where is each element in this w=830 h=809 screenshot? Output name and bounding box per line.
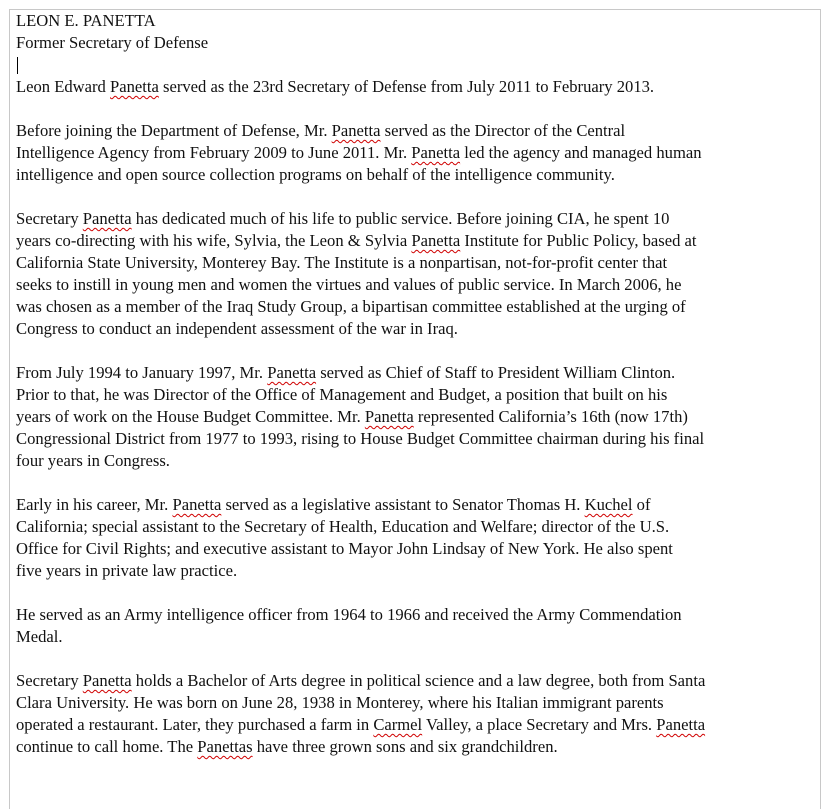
spellcheck-word: Carmel [373,715,423,734]
spellcheck-word: Panetta [656,715,706,734]
text-run: Valley, a place Secretary and Mrs. [422,715,657,734]
text-run: seeks to instill in young men and women the virtues and values of public service. In March 2006, he [16,275,682,294]
spellcheck-word: Panettas [197,737,253,756]
text-run: served as the 23rd Secretary of Defense from July 2011 to February 2013. [158,77,655,96]
text-run: Institute for Public Policy, based at [460,231,697,250]
text-run: California State University, Monterey Bay. The Institute is a nonpartisan, not-for-profit center that [16,253,668,272]
paragraph [16,670,826,758]
text-run: Congress to conduct an independent assessment of the war in Iraq. [16,319,458,338]
spellcheck-word: Kuchel [584,495,633,514]
text-run: served as the Director of the Central [380,121,626,140]
text-line [16,362,826,384]
text-run: holds a Bachelor of Arts degree in political science and a law degree, both from Santa [131,671,706,690]
cursor-line[interactable] [16,54,826,76]
text-run: years of work on the House Budget Committee. Mr. [16,407,365,426]
text-line [16,274,826,296]
text-cursor [17,57,18,74]
text-line [16,230,826,252]
text-run: served as a legislative assistant to Senator Thomas H. [221,495,585,514]
text-run: Medal. [16,627,63,646]
text-line [16,714,826,736]
text-run: represented California’s 16th (now 17th) [413,407,688,426]
text-line [16,252,826,274]
text-run: served as Chief of Staff to President William Clinton. [316,363,676,382]
text-line [16,208,826,230]
text-line [16,428,826,450]
text-run: was chosen as a member of the Iraq Study Group, a bipartisan committee established at the urging of [16,297,686,316]
spellcheck-word: Panetta [411,231,461,250]
document-header [16,10,826,76]
text-line [16,692,826,714]
text-run: have three grown sons and six grandchildren. [252,737,558,756]
text-run: Clara University. He was born on June 28, 1938 in Monterey, where his Italian immigrant parents [16,693,664,712]
text-run: of [632,495,651,514]
text-run: five years in private law practice. [16,561,238,580]
paragraph [16,76,826,98]
text-line [16,120,826,142]
author-title: Former Secretary of Defense [16,33,209,52]
text-run: Office for Civil Rights; and executive assistant to Mayor John Lindsay of New York. He also spent [16,539,673,558]
spellcheck-word: Panetta [82,671,132,690]
paragraph [16,208,826,340]
paragraph [16,604,826,648]
text-run: years co-directing with his wife, Sylvia, the Leon & Sylvia [16,231,412,250]
text-line [16,538,826,560]
spellcheck-word: Panetta [82,209,132,228]
text-run: led the agency and managed human [460,143,702,162]
text-line [16,560,826,582]
text-line [16,626,826,648]
text-line [16,736,826,758]
spellcheck-word: Panetta [267,363,317,382]
text-run: He served as an Army intelligence officer from 1964 to 1966 and received the Army Commendation [16,605,682,624]
paragraph [16,120,826,186]
text-run: Prior to that, he was Director of the Office of Management and Budget, a position that built on his [16,385,668,404]
spellcheck-word: Panetta [172,495,222,514]
text-run: has dedicated much of his life to public service. Before joining CIA, he spent 10 [131,209,670,228]
author-name: LEON E. PANETTA [16,11,156,30]
paragraph [16,362,826,472]
text-line [16,406,826,428]
text-line [16,296,826,318]
text-line [16,450,826,472]
text-line [16,384,826,406]
paragraph [16,494,826,582]
text-run: operated a restaurant. Later, they purchased a farm in [16,715,374,734]
text-run: Intelligence Agency from February 2009 to June 2011. Mr. [16,143,412,162]
text-run: Secretary [16,671,83,690]
text-run: four years in Congress. [16,451,170,470]
text-line [16,76,826,98]
text-run: Secretary [16,209,83,228]
text-run: California; special assistant to the Secretary of Health, Education and Welfare; director of the U.S. [16,517,670,536]
spellcheck-word: Panetta [364,407,414,426]
text-run: Early in his career, Mr. [16,495,173,514]
spellcheck-word: Panetta [411,143,461,162]
paragraphs [16,76,826,758]
text-run: From July 1994 to January 1997, Mr. [16,363,268,382]
text-line [16,164,826,186]
text-run: Before joining the Department of Defense, Mr. [16,121,332,140]
text-run: Congressional District from 1977 to 1993, rising to House Budget Committee chairman during his final [16,429,705,448]
document-body[interactable] [16,10,826,780]
text-run: continue to call home. The [16,737,198,756]
spellcheck-word: Panetta [331,121,381,140]
text-line [16,516,826,538]
text-line [16,142,826,164]
text-run: intelligence and open source collection programs on behalf of the intelligence community. [16,165,615,184]
text-line [16,318,826,340]
text-line [16,604,826,626]
spellcheck-word: Panetta [110,77,159,96]
text-line [16,670,826,692]
text-line [16,494,826,516]
text-run: Leon Edward [16,77,110,96]
